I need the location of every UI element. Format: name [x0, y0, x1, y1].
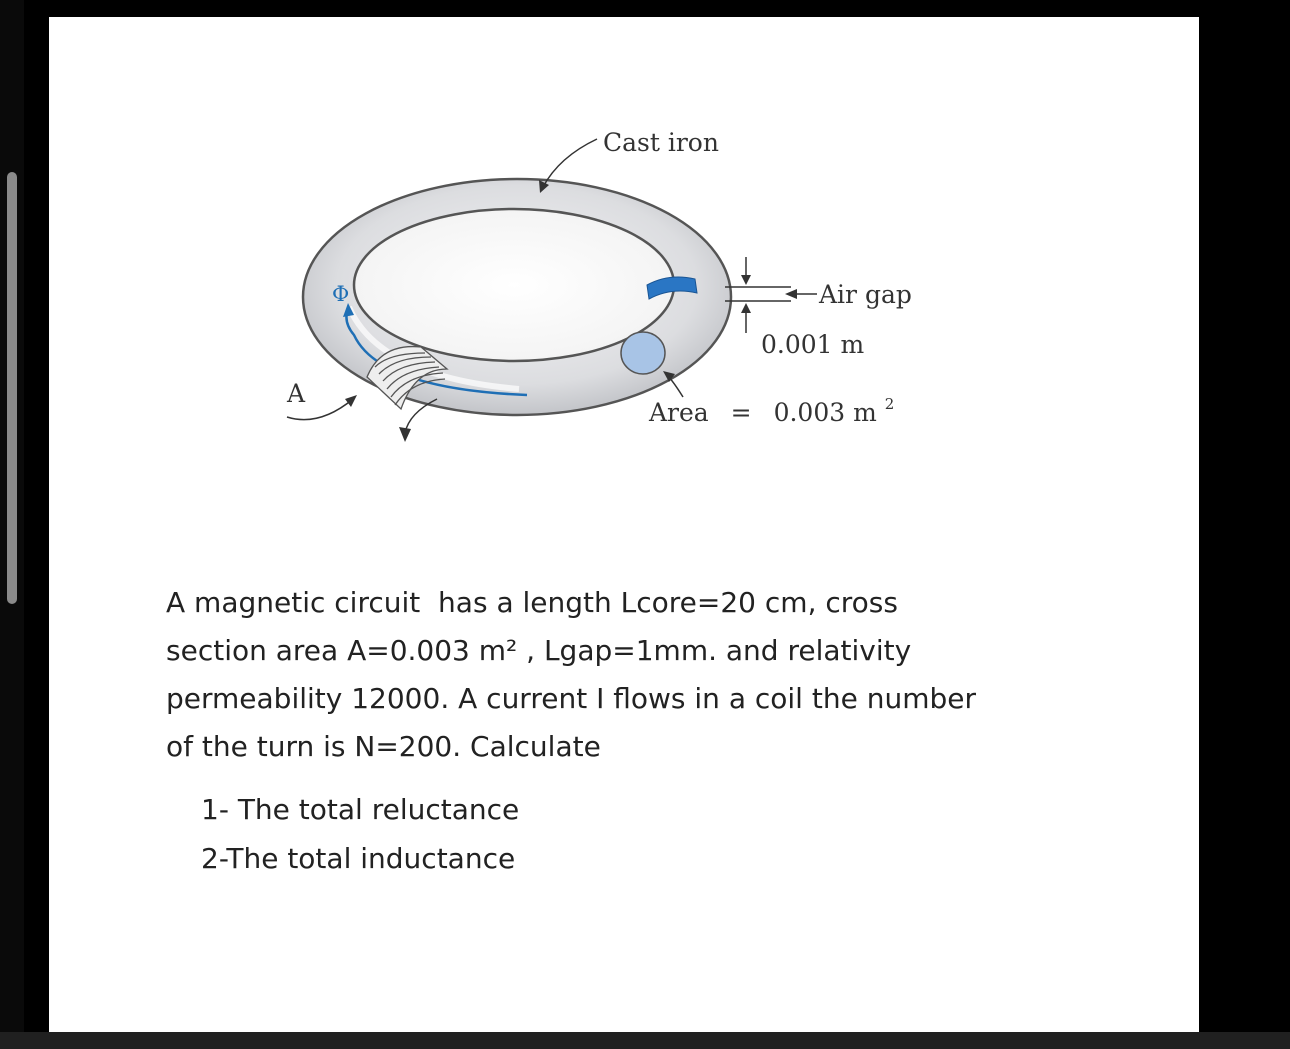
flux-symbol: Φ [332, 282, 350, 306]
gap-length-label: 0.001 m [761, 330, 865, 359]
coil-lead-a-arrowhead [345, 395, 357, 407]
air-gap-pointer-arrow [785, 289, 797, 299]
coil-lead-b-arrowhead [399, 427, 411, 442]
toroid-core [303, 179, 731, 415]
problem-statement [166, 579, 1063, 771]
area-exponent: 2 [884, 395, 895, 413]
scrollbar-thumb[interactable] [7, 172, 17, 604]
area-value: 0.003 m [773, 398, 877, 427]
problem-line: permeability 12000. A current I flows in a coil the number [166, 682, 976, 715]
task-item-inductance: 2-The total inductance [201, 842, 516, 875]
magnetic-circuit-figure [49, 17, 1199, 497]
bottom-toolbar-strip [0, 1032, 1290, 1049]
cross-section-area [621, 332, 665, 374]
terminal-label: A [287, 379, 306, 408]
vertical-scrollbar[interactable] [0, 0, 24, 1049]
document-page [49, 17, 1199, 1032]
problem-line: of the turn is N=200. Calculate [166, 730, 601, 763]
area-word: Area [649, 398, 709, 427]
area-label [648, 395, 894, 427]
air-gap-down-arrow [741, 275, 751, 285]
task-item-reluctance: 1- The total reluctance [201, 793, 520, 826]
air-gap-up-arrow [741, 303, 751, 313]
area-equals: = [730, 398, 752, 427]
material-label: Cast iron [603, 128, 719, 157]
problem-line: section area A=0.003 m² , Lgap=1mm. and relativity [166, 634, 912, 667]
air-gap-label: Air gap [819, 280, 912, 309]
air-gap-dimension [725, 257, 817, 333]
problem-line: A magnetic circuit has a length Lcore=20 cm, cross [166, 586, 898, 619]
task-list [201, 785, 519, 883]
